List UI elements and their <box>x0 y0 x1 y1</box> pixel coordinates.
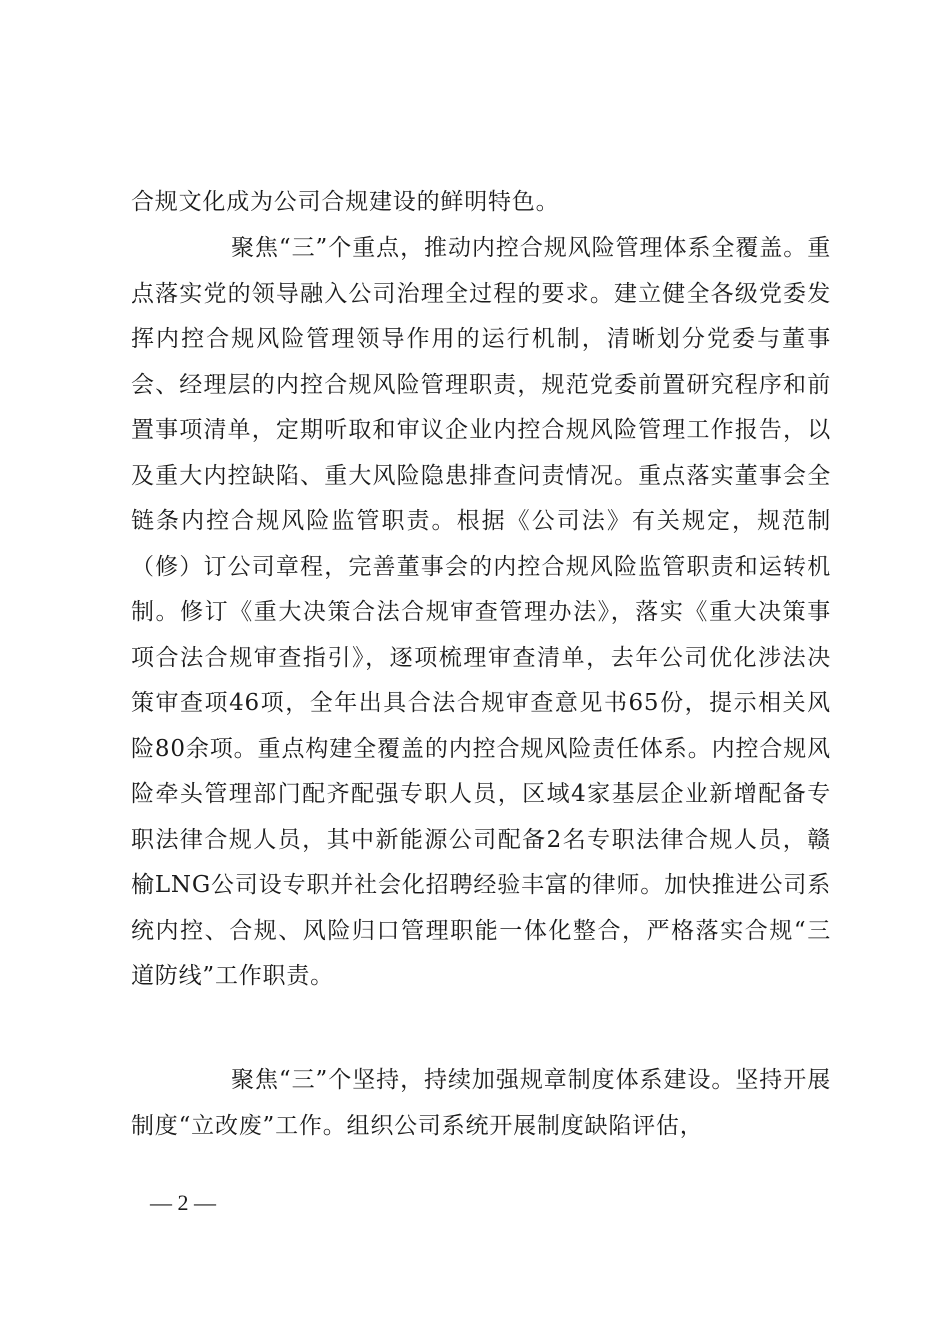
paragraph-key-points: 聚焦“三”个重点，推动内控合规风险管理体系全覆盖。重点落实党的领导融入公司治理全过程的要求。建立健全各级党委发挥内控合规风险管理领导作用的运行机制，清晰划分党委与董事会、经理层的内控合规风险管理职责，规范党委前置研究程序和前置事项清单，定期听取和审议企业内控合规风险管理工作报告，以及重大内控缺陷、重大风险隐患排查问责情况。重点落实董事会全链条内控合规风险监管职责。根据《公司法》有关规定，规范制（修）订公司章程，完善董事会的内控合规风险监管职责和运转机制。修订《重大决策合法合规审查管理办法》，落实《重大决策事项合法合规审查指引》，逐项梳理审查清单，去年公司优化涉法决策审查项46项，全年出具合法合规审查意见书65份，提示相关风险80余项。重点构建全覆盖的内控合规风险责任体系。内控合规风险牵头管理部门配齐配强专职人员，区域4家基层企业新增配备专职法律合规人员，其中新能源公司配备2名专职法律合规人员，赣榆LNG公司设专职并社会化招聘经验丰富的律师。加快推进公司系统内控、合规、风险归口管理职能一体化整合，严格落实合规“三道防线”工作职责。 <box>131 235 831 989</box>
paragraph-persistence: 聚焦“三”个坚持，持续加强规章制度体系建设。坚持开展制度“立改废”工作。组织公司系统开展制度缺陷评估， <box>131 1067 831 1139</box>
page-number: — 2 — <box>150 1190 216 1215</box>
paragraph-continuation: 合规文化成为公司合规建设的鲜明特色。 <box>131 189 560 215</box>
